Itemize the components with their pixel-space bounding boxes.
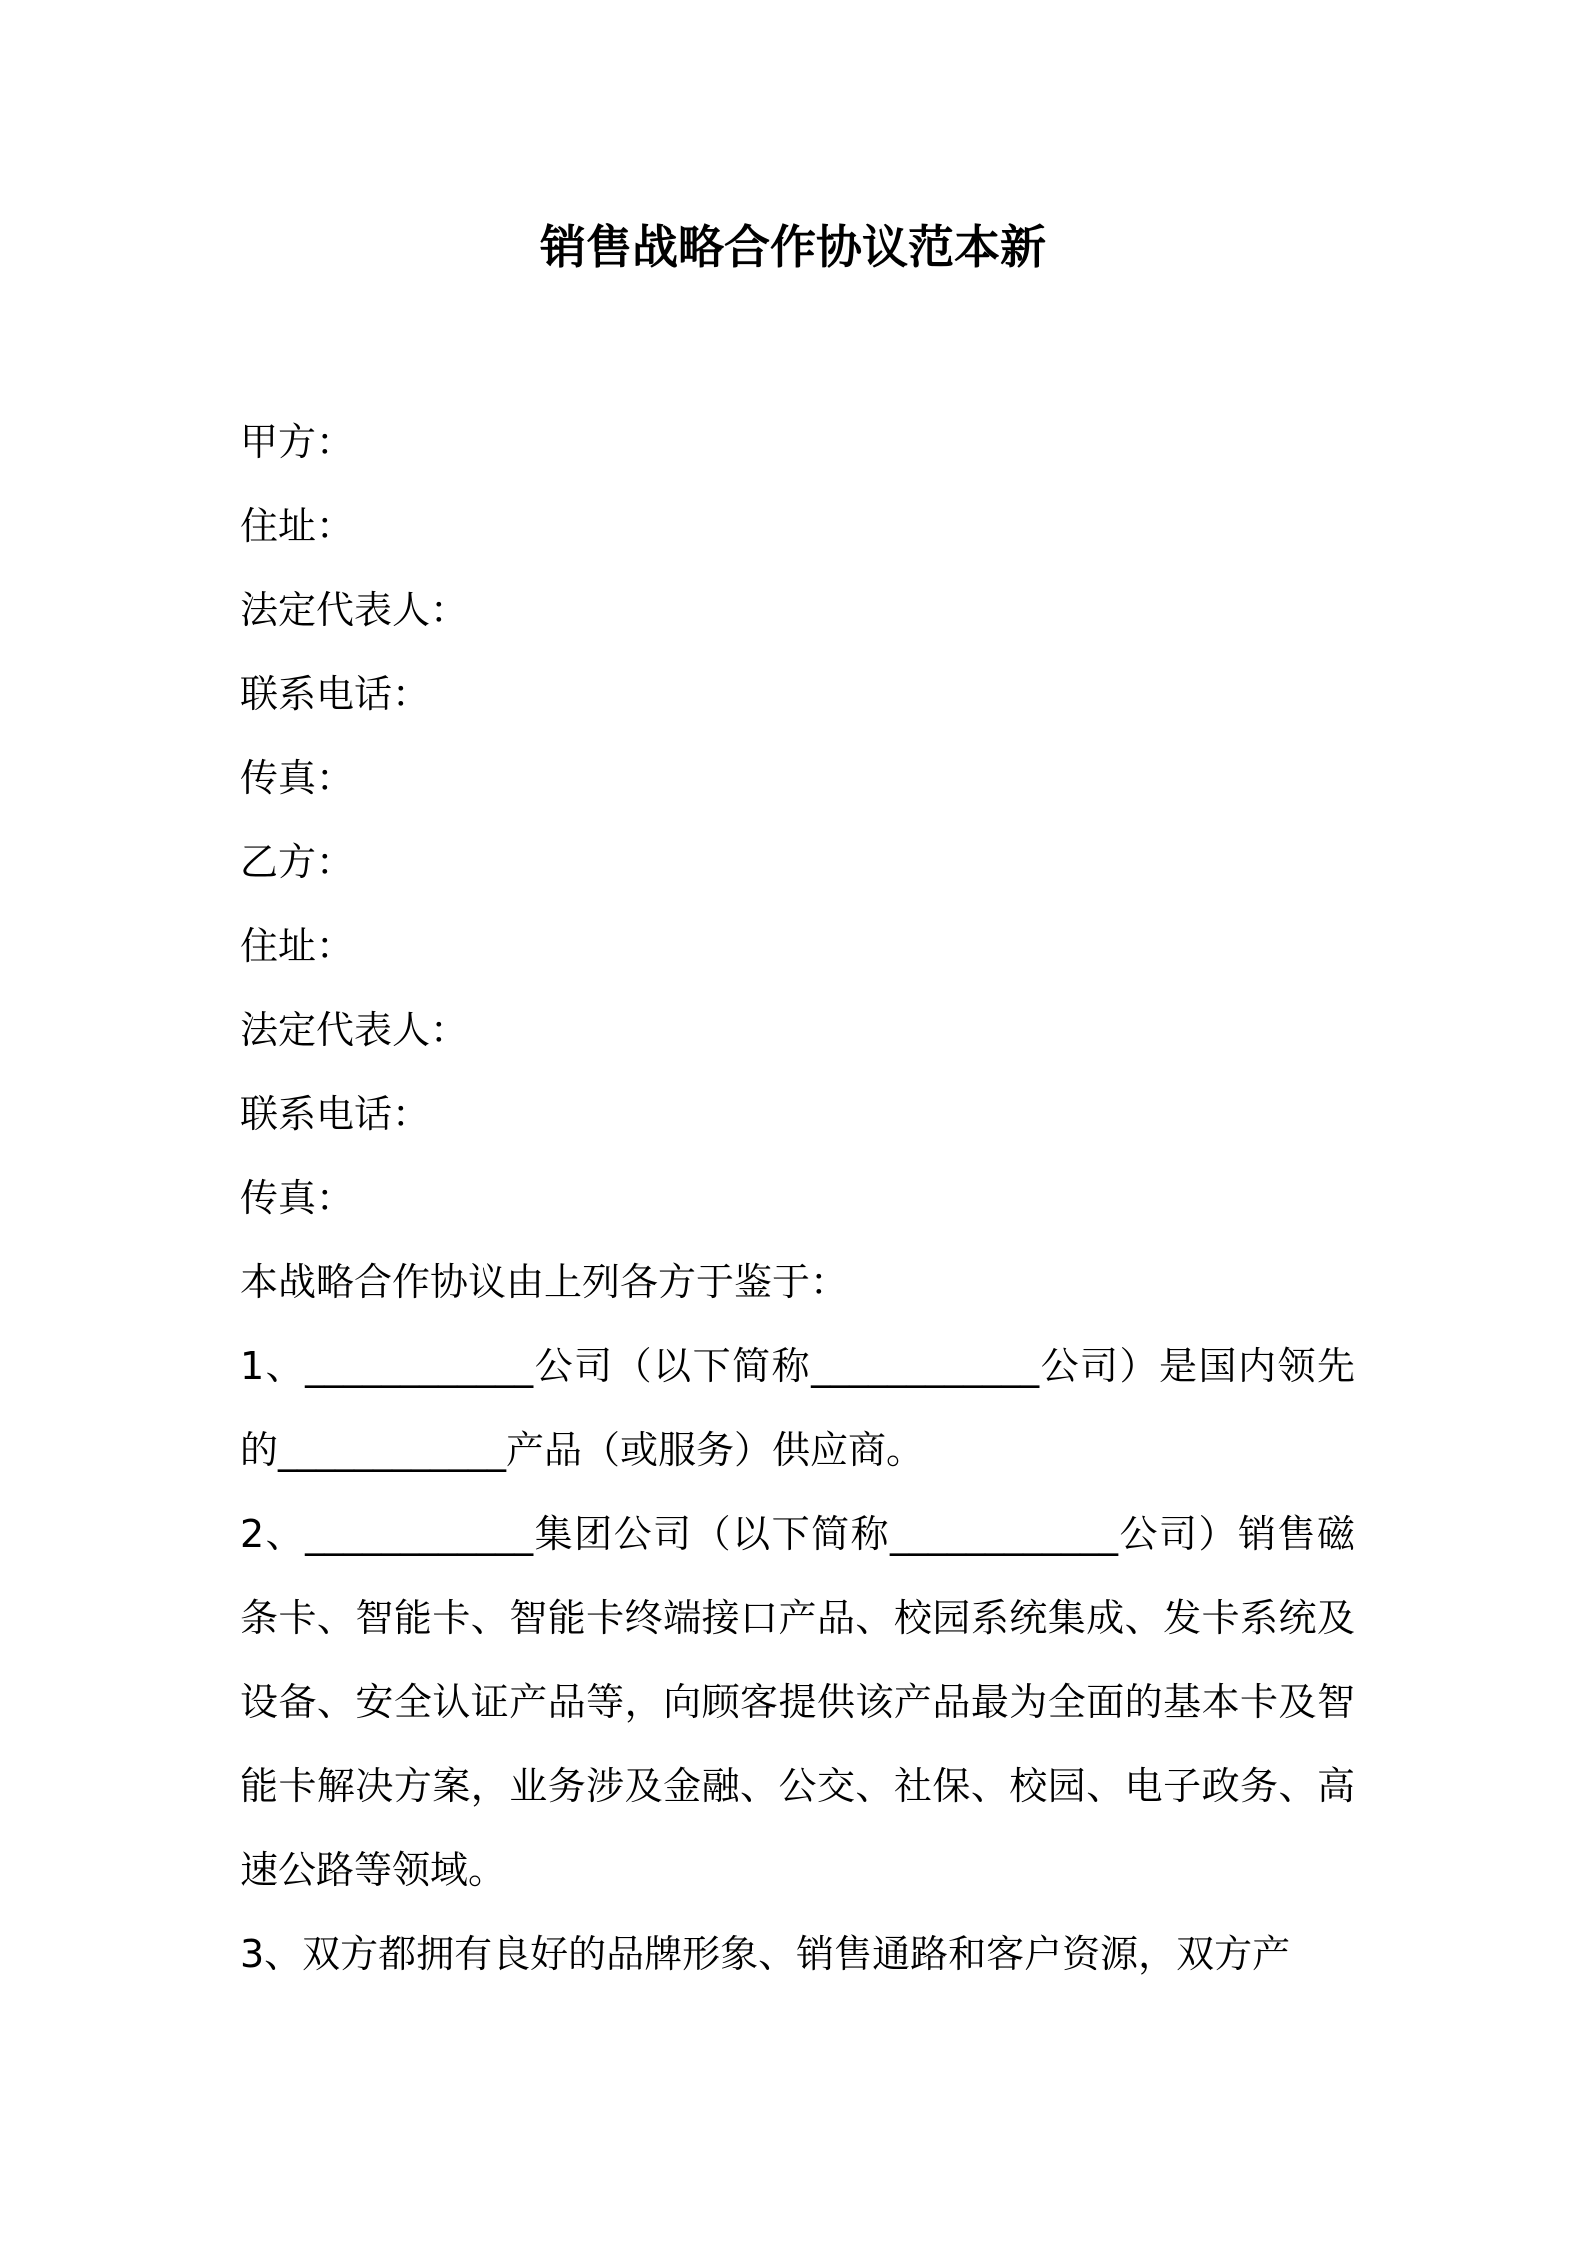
document-body bbox=[240, 400, 1355, 1996]
document-title: 销售战略合作协议范本新 bbox=[540, 220, 1046, 274]
party-a-address: 住址： bbox=[240, 504, 355, 548]
party-b-phone: 联系电话： bbox=[240, 1092, 431, 1136]
party-b-address: 住址： bbox=[240, 924, 355, 968]
party-a-phone: 联系电话： bbox=[240, 672, 431, 716]
intro-paragraph: 本战略合作协议由上列各方于鉴于： bbox=[240, 1260, 849, 1304]
clause-2: 2、____________集团公司（以下简称____________公司）销售磁条卡、智能卡、智能卡终端接口产品、校园系统集成、发卡系统及设备、安全认证产品等，向顾客提供该产品最为全面的基本卡及智能卡解决方案，业务涉及金融、公交、社保、校园、电子政务、高速公路等领域。 bbox=[240, 1512, 1355, 1892]
clause-3: 3、双方都拥有良好的品牌形象、销售通路和客户资源，双方产 bbox=[240, 1932, 1291, 1976]
party-a-label: 甲方： bbox=[240, 420, 355, 464]
clause-1: 1、____________公司（以下简称____________公司）是国内领先的____________产品（或服务）供应商。 bbox=[240, 1344, 1355, 1472]
party-b-legal-rep: 法定代表人： bbox=[240, 1008, 469, 1052]
party-b-label: 乙方： bbox=[240, 840, 355, 884]
party-a-legal-rep: 法定代表人： bbox=[240, 588, 469, 632]
party-a-fax: 传真： bbox=[240, 756, 355, 800]
party-b-fax: 传真： bbox=[240, 1176, 355, 1220]
